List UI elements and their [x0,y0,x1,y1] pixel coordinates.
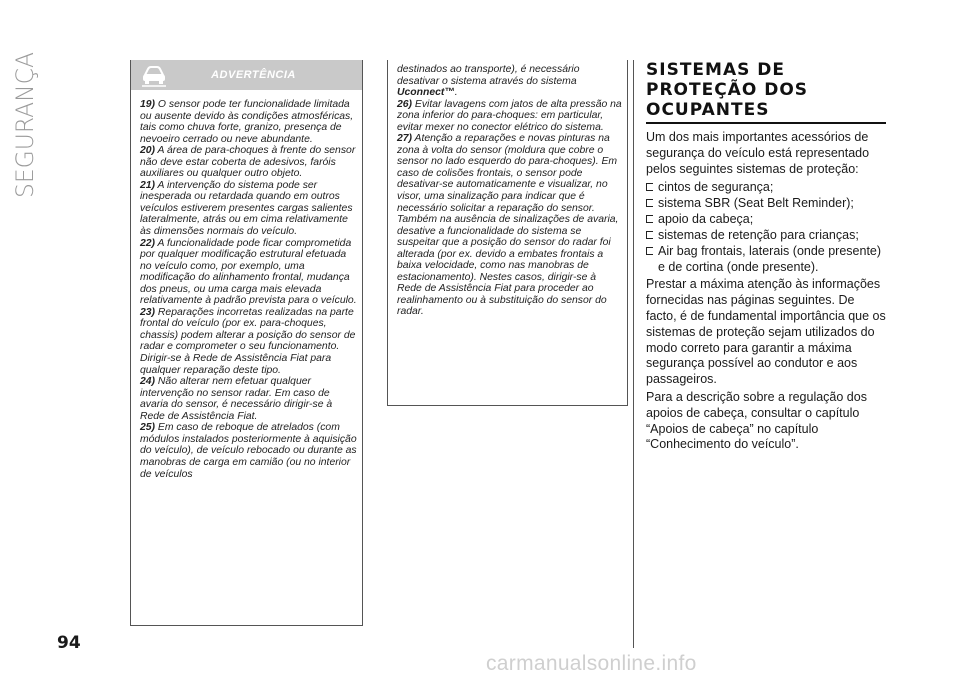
warning-item-26: 26) Evitar lavagens com jatos de alta pressão na zona inferior do para-choques: em particular, evitar mexer no conector elétrico do sistema. [397,98,622,133]
section-paragraph-2: Para a descrição sobre a regulação dos apoios de cabeça, consultar o capítulo “Apoios de cabeça” no capítulo “Conhecimento do veículo”. [646,389,867,452]
occupant-protection-section [646,60,886,455]
warning-item-21: 21) A intervenção do sistema pode ser inesperada ou retardada quando em outros veículos estiverem presentes cargas salientes lateralmente, atrás ou em cima relativamente às dimensões normais do veículo. [140,179,353,238]
warning-header [131,60,362,90]
page-number: 94 [57,633,81,653]
section-title: SISTEMAS DE PROTEÇÃO DOS OCUPANTES [646,60,809,120]
warning-item-27: 27) Atenção a reparações e novas pinturas na zona à volta do sensor (moldura que cobre o sensor no lado esquerdo do para-choques). Em caso de colisões frontais, o sensor pode desativar-se automaticamente e visualizar, no visor, uma sinalização para indicar que é necessário solicitar a reparação do sensor. Também na ausência de sinalizações de avaria, desative a funcionalidade do sistema se suspeitar que a posição do sensor do radar foi alterada (por ex. devido a embates frontais a baixa velocidade, como nas manobras de estacionamento). Nestes casos, dirigir-se à Rede de Assistência Fiat para proceder ao realinhamento ou à substituição do sensor do radar. [397,133,619,318]
warning-item-25-continued: destinados ao transporte), é necessário desativar o sistema através do sistema Uconnect™. [397,64,580,99]
bullet-icon [646,183,653,191]
warning-text-col2 [388,60,627,318]
section-intro: Um dos mais importantes acessórios de segurança do veículo está representado pelos seguintes sistemas de proteção: [646,130,870,176]
chapter-side-label [6,48,42,198]
warning-item-25: 25) Em caso de reboque de atrelados (com módulos instalados posteriormente à aquisição do veículo), de veículo rebocado ou durante as manobras de carga em camião (ou no interior de veículos [140,422,357,480]
car-warning-icon [139,62,169,88]
warning-item-24: 24) Não alterar nem efetuar qualquer intervenção no sensor radar. Em caso de avaria do sensor, é necessário dirigir-se à Rede de Assistência Fiat. [140,376,333,422]
column-divider [633,60,634,648]
protection-systems-list [646,179,886,275]
warning-item-22: 22) A funcionalidade pode ficar comprometida por qualquer modificação estrutural efetuada no veículo como, por exemplo, uma modificação do alinhamento frontal, mudança dos pneus, ou uma carga mais elevada relativamente à padrão prevista para o veículo. [140,237,357,307]
warning-column-2 [387,60,628,406]
bullet-icon [646,215,653,223]
watermark: carmanualsonline.info [486,652,697,675]
title-underline [646,122,886,124]
list-item: sistema SBR (Seat Belt Reminder); [646,195,886,211]
list-item: sistemas de retenção para crianças; [646,227,886,243]
warning-box [130,60,629,628]
warning-item-23: 23) Reparações incorretas realizadas na parte frontal do veículo (por ex. para-choques, chassis) podem alterar a posição do sensor de radar e comprometer o seu funcionamento. Dirigir-se à Rede de Assistência Fiat para qualquer reparação deste tipo. [140,306,356,376]
chapter-side-text: SEGURANÇA [11,48,39,198]
warning-item-19: 19) O sensor pode ter funcionalidade limitada ou ausente devido às condições atmosféricas, tais como chuva forte, granizo, presença de nevoeiro cerrado ou neve abundante. [140,99,354,145]
bullet-icon [646,199,653,207]
list-item: Air bag frontais, laterais (onde presente) e de cortina (onde presente). [646,243,886,275]
bullet-icon [646,247,653,255]
list-item: apoio da cabeça; [646,211,886,227]
list-item: cintos de segurança; [646,179,886,195]
warning-text-col1 [131,90,362,480]
warning-title: ADVERTÊNCIA [211,69,296,81]
section-paragraph-1: Prestar a máxima atenção às informações fornecidas nas páginas seguintes. De facto, é de fundamental importância que os sistemas de proteção sejam utilizados do modo correto para garantir a máxima segurança possível ao condutor e aos passageiros. [646,277,886,387]
bullet-icon [646,231,653,239]
warning-column-1 [130,60,363,626]
chapter-side-tab [6,48,42,198]
warning-item-20: 20) A área de para-choques à frente do sensor não deve estar coberta de adesivos, faróis auxiliares ou qualquer outro objeto. [140,145,356,180]
